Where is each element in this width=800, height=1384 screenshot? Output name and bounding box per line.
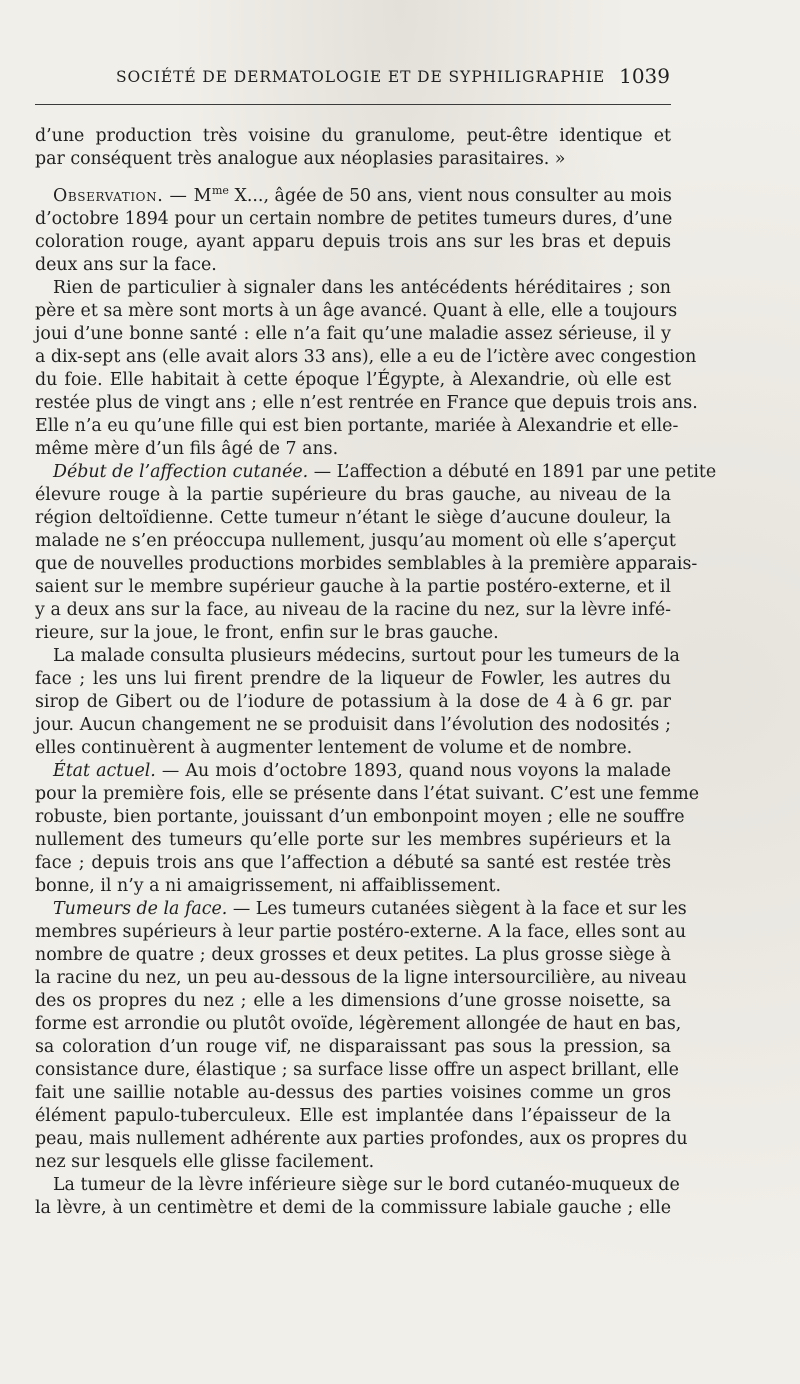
tumeurs-line bbox=[35, 898, 687, 921]
header-rule bbox=[35, 104, 671, 105]
text-line: élevure rouge à la partie supérieure du bras gauche, au niveau de la bbox=[35, 485, 671, 505]
text-line: elles continuèrent à augmenter lentement de volume et de nombre. bbox=[35, 738, 633, 758]
text-line: père et sa mère sont morts à un âge avancé. Quant à elle, elle a toujours bbox=[35, 301, 678, 321]
text-line: d’octobre 1894 pour un certain nombre de petites tumeurs dures, d’une bbox=[35, 209, 673, 229]
text-line: même mère d’un fils âgé de 7 ans. bbox=[35, 439, 339, 459]
text-span: X..., âgée de 50 ans, vient nous consulter au mois bbox=[228, 186, 672, 206]
text-line: y a deux ans sur la face, au niveau de la racine du nez, sur la lèvre infé- bbox=[35, 600, 671, 620]
text-line: membres supérieurs à leur partie postéro-externe. A la face, elles sont au bbox=[35, 922, 687, 942]
section-heading: Tumeurs de la face. bbox=[53, 899, 228, 919]
text-line: coloration rouge, ayant apparu depuis trois ans sur les bras et depuis bbox=[35, 232, 671, 252]
text-span: — Au mois d’octobre 1893, quand nous voyons la malade bbox=[155, 761, 671, 781]
text-line: robuste, bien portante, jouissant d’un embonpoint moyen ; elle ne souffre bbox=[35, 807, 685, 827]
text-line: d’une production très voisine du granulome, peut-être identique et bbox=[35, 126, 671, 146]
text-line: rieure, sur la joue, le front, enfin sur le bras gauche. bbox=[35, 623, 499, 643]
text-line: jour. Aucun changement ne se produisit dans l’évolution des nodosités ; bbox=[35, 715, 671, 735]
debut-line bbox=[35, 461, 717, 484]
text-line: sa coloration d’un rouge vif, ne disparaissant pas sous la pression, sa bbox=[35, 1037, 671, 1057]
text-line: sirop de Gibert ou de l’iodure de potassium à la dose de 4 à 6 gr. par bbox=[35, 692, 671, 712]
text-line: joui d’une bonne santé : elle n’a fait qu’une maladie assez sérieuse, il y bbox=[35, 324, 671, 344]
etat-line bbox=[35, 760, 671, 783]
text-span: — Les tumeurs cutanées siègent à la face et sur les bbox=[227, 899, 687, 919]
section-heading: Début de l’affection cutanée. bbox=[53, 462, 309, 482]
section-heading: État actuel. bbox=[53, 761, 156, 781]
text-line: que de nouvelles productions morbides semblables à la première apparais- bbox=[35, 554, 698, 574]
text-line: malade ne s’en préoccupa nullement, jusqu’au moment où elle s’aperçut bbox=[35, 531, 676, 551]
page-number: 1039 bbox=[619, 64, 670, 88]
text-line: restée plus de vingt ans ; elle n’est rentrée en France que depuis trois ans. bbox=[35, 393, 698, 413]
text-line: forme est arrondie ou plutôt ovoïde, légèrement allongée de haut en bas, bbox=[35, 1014, 682, 1034]
running-title: SOCIÉTÉ DE DERMATOLOGIE ET DE SYPHILIGRAPHIE bbox=[116, 68, 606, 86]
text-line: consistance dure, élastique ; sa surface lisse offre un aspect brillant, elle bbox=[35, 1060, 679, 1080]
observation-line bbox=[35, 185, 671, 208]
text-line: face ; depuis trois ans que l’affection a débuté sa santé est restée très bbox=[35, 853, 671, 873]
text-line: la racine du nez, un peu au-dessous de la ligne intersourcilière, au niveau bbox=[35, 968, 687, 988]
text-line: bonne, il n’y a ni amaigrissement, ni affaiblissement. bbox=[35, 876, 502, 896]
section-label: Observation. — M bbox=[53, 186, 212, 206]
text-line: La malade consulta plusieurs médecins, surtout pour les tumeurs de la bbox=[53, 646, 680, 666]
superscript: me bbox=[212, 184, 229, 198]
text-line: élément papulo-tuberculeux. Elle est implantée dans l’épaisseur de la bbox=[35, 1106, 671, 1126]
text-line: saient sur le membre supérieur gauche à la partie postéro-externe, et il bbox=[35, 577, 671, 597]
text-line: face ; les uns lui firent prendre de la liqueur de Fowler, les autres du bbox=[35, 669, 671, 689]
body-text bbox=[35, 125, 717, 1220]
text-line: nombre de quatre ; deux grosses et deux petites. La plus grosse siège à bbox=[35, 945, 671, 965]
text-line: Rien de particulier à signaler dans les antécédents héréditaires ; son bbox=[53, 278, 671, 298]
text-line: nullement des tumeurs qu’elle porte sur les membres supérieurs et la bbox=[35, 830, 671, 850]
text-line: La tumeur de la lèvre inférieure siège sur le bord cutanéo-muqueux de bbox=[53, 1175, 680, 1195]
text-span: — L’affection a débuté en 1891 par une petite bbox=[308, 462, 717, 482]
paragraph-gap bbox=[35, 171, 671, 185]
text-line: du foie. Elle habitait à cette époque l’Égypte, à Alexandrie, où elle est bbox=[35, 370, 671, 390]
text-line: des os propres du nez ; elle a les dimensions d’une grosse noisette, sa bbox=[35, 991, 671, 1011]
page-header bbox=[85, 66, 672, 96]
text-line: peau, mais nullement adhérente aux parties profondes, aux os propres du bbox=[35, 1129, 688, 1149]
text-line: par conséquent très analogue aux néoplasies parasitaires. » bbox=[35, 149, 566, 169]
text-line: deux ans sur la face. bbox=[35, 255, 217, 275]
text-line: la lèvre, à un centimètre et demi de la commissure labiale gauche ; elle bbox=[35, 1198, 671, 1218]
text-line: a dix-sept ans (elle avait alors 33 ans), elle a eu de l’ictère avec congestion bbox=[35, 347, 697, 367]
text-line: nez sur lesquels elle glisse facilement. bbox=[35, 1152, 375, 1172]
text-line: région deltoïdienne. Cette tumeur n’étant le siège d’aucune douleur, la bbox=[35, 508, 671, 528]
text-line: Elle n’a eu qu’une fille qui est bien portante, mariée à Alexandrie et elle- bbox=[35, 416, 679, 436]
text-line: pour la première fois, elle se présente dans l’état suivant. C’est une femme bbox=[35, 784, 700, 804]
text-line: fait une saillie notable au-dessus des parties voisines comme un gros bbox=[35, 1083, 671, 1103]
